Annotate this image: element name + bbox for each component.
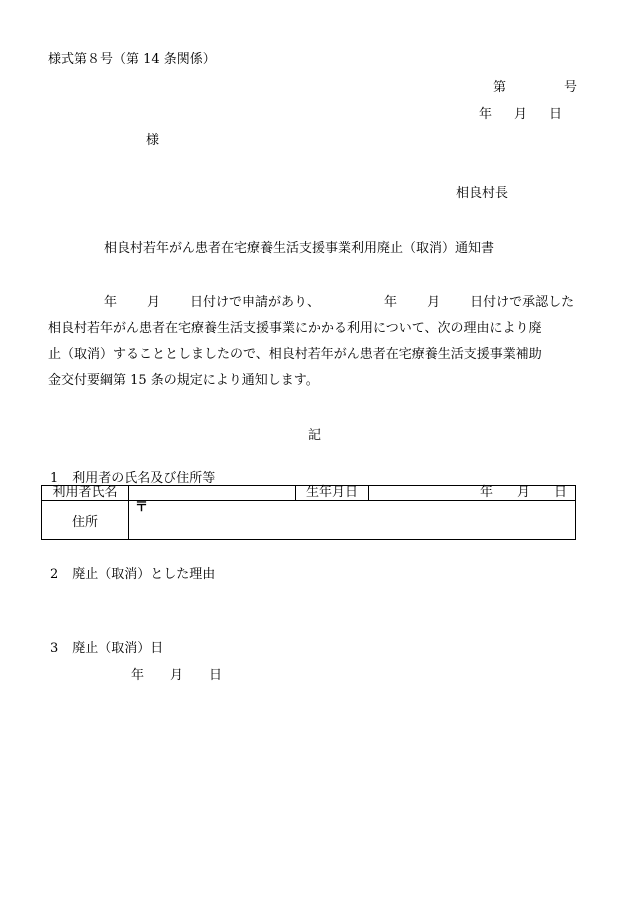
number-go: 号 bbox=[564, 80, 578, 95]
section-3-title bbox=[50, 641, 163, 657]
number-dai: 第 bbox=[493, 80, 507, 95]
document-number-line bbox=[493, 80, 577, 96]
form-id: 様式第８号（第 14 条関係） bbox=[48, 52, 216, 67]
section-3-label: 廃止（取消）日 bbox=[72, 641, 164, 656]
ki-heading: 記 bbox=[308, 428, 322, 443]
issue-year: 年 bbox=[479, 107, 493, 122]
cancel-day: 日 bbox=[209, 668, 223, 683]
body-year-2: 年 bbox=[384, 295, 398, 310]
name-field[interactable] bbox=[129, 486, 296, 501]
issue-day: 日 bbox=[549, 107, 563, 122]
postal-mark: 〒 bbox=[135, 500, 149, 515]
addressee: 様 bbox=[146, 133, 160, 148]
cancel-year: 年 bbox=[131, 668, 145, 683]
body-line-1 bbox=[48, 290, 584, 316]
body-line-2: 相良村若年がん患者在宅療養生活支援事業にかかる利用について、次の理由により廃 bbox=[48, 321, 542, 336]
birth-year: 年 bbox=[479, 485, 493, 500]
body-line-4: 金交付要綱第 15 条の規定により通知します。 bbox=[48, 373, 319, 388]
user-info-table bbox=[41, 485, 576, 540]
section-2-label: 廃止（取消）とした理由 bbox=[72, 567, 216, 582]
birth-day: 日 bbox=[553, 485, 567, 500]
cancel-date-line bbox=[131, 668, 222, 684]
issue-month: 月 bbox=[514, 107, 528, 122]
section-1-number: 1 bbox=[50, 471, 59, 486]
body-line-3: 止（取消）することとしましたので、相良村若年がん患者在宅療養生活支援事業補助 bbox=[48, 347, 542, 362]
address-label: 住所 bbox=[42, 501, 129, 540]
body-month-1: 月 bbox=[147, 295, 161, 310]
section-2-number: 2 bbox=[50, 567, 59, 582]
sender: 相良村長 bbox=[456, 186, 509, 201]
body-month-2: 月 bbox=[427, 295, 441, 310]
section-1-label: 利用者の氏名及び住所等 bbox=[72, 471, 216, 486]
section-2-title bbox=[50, 567, 215, 583]
birthdate-field[interactable] bbox=[369, 486, 576, 501]
body-end-1: 日付けで承認した bbox=[470, 295, 575, 310]
issue-date-line bbox=[479, 107, 562, 123]
body-text bbox=[48, 290, 584, 394]
name-label: 利用者氏名 bbox=[42, 486, 129, 501]
birth-month: 月 bbox=[516, 485, 530, 500]
section-3-number: 3 bbox=[50, 641, 59, 656]
body-mid-1: 日付けで申請があり、 bbox=[190, 295, 321, 310]
document-title: 相良村若年がん患者在宅療養生活支援事業利用廃止（取消）通知書 bbox=[104, 241, 495, 256]
cancel-month: 月 bbox=[170, 668, 184, 683]
birthdate-label: 生年月日 bbox=[296, 486, 369, 501]
body-year-1: 年 bbox=[104, 295, 118, 310]
address-field[interactable] bbox=[129, 501, 576, 540]
